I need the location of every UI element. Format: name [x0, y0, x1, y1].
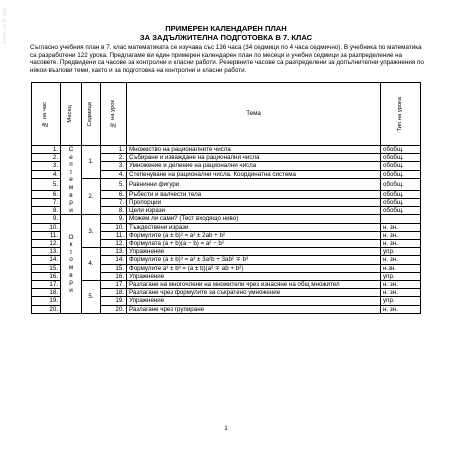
header-hour-number: № на час	[32, 83, 61, 146]
header-topic: Тема	[127, 83, 381, 146]
table-row: 19. 19. Упражнение упр.	[32, 297, 421, 305]
table-row: 12. 12. Формулата (a + b)(a − b) = a² − b² н. зн.	[32, 239, 421, 247]
table-row: 6. 6. Ръбести и валчести тела обобщ.	[32, 190, 421, 198]
table-row: 1. С е п т е м в р и 1. 1. Множество на рационалните числа обобщ.	[32, 146, 421, 154]
table-row: 8. 8. Цели изрази обобщ.	[32, 207, 421, 215]
week-cell: 4.	[82, 248, 101, 281]
header-lesson-number: № на урок	[101, 83, 127, 146]
table-row: 14. 14. Формулите (a ± b)³ = a³ ± 3a²b + 3ab² ∓ b³ н. зн.	[32, 256, 421, 264]
table-row: 4. 4. Степенуване на рационални числа. Координатна система обобщ.	[32, 170, 421, 178]
table-row: 18. 18. Разлагане чрез формулите за съкратено умножение н. зн.	[32, 289, 421, 297]
table-row: 11. 11. Формулите (a ± b)² = a² ± 2ab + b² н. зн.	[32, 231, 421, 239]
week-cell: 1.	[82, 146, 101, 179]
table-row: 20. 20. Разлагане чрез групиране н. зн.	[32, 305, 421, 313]
table-row: 15. 15. Формулите a³ ± b³ = (a ± b)(a² ∓ ab + b²) н.зн.	[32, 264, 421, 272]
intro-paragraph: Съгласно учебния план в 7. клас математиката се изучава със 136 часа (34 седмици по 4 часа седмично). В учебника по математика са разработени 122 урока. Предлагаме ви един примерен календарен план по месеци и учебни седмици за разпределение на часовете. Предвидени са часове за контролни и класни работи. Резервните часове са разпределени за допълнителни упражнения по някои възлови теми, както и за подготовка на контролни и класни работи.	[30, 44, 424, 74]
table-row: 10. 10. Тъждествени изрази н. зн.	[32, 223, 421, 231]
header-lesson-type: Тип на урока	[381, 83, 421, 146]
month-september: С е п т е м в р и	[61, 146, 82, 215]
table-row: 9. О к т о м в р и 3. 9. Можем ли сами? (Тест входящо ниво)	[32, 215, 421, 223]
watermark: www.stlib.net	[2, 8, 8, 44]
document-subtitle: ЗА ЗАДЪЛЖИТЕЛНА ПОДГОТОВКА В 7. КЛАС	[139, 33, 313, 42]
page-number: 1	[224, 426, 228, 432]
table-header-row	[32, 83, 421, 146]
week-cell: 5.	[82, 280, 101, 313]
table-row: 7. 7. Пропорции обобщ.	[32, 198, 421, 206]
table-row: 17. 5. 17. Разлагане на многочлени на множители чрез изнасяне на общ множител н. зн.	[32, 280, 421, 288]
table-row: 16. 16. Упражнение упр.	[32, 272, 421, 280]
table-row: 5. 2. 5. Равнинни фигури обобщ.	[32, 178, 421, 190]
week-cell: 2.	[82, 178, 101, 215]
table-row: 2. 2. Събиране и изваждане на рационални числа обобщ.	[32, 154, 421, 162]
week-cell: 3.	[82, 215, 101, 248]
table-row: 3. 3. Умножение и деление на рационални числа обобщ.	[32, 162, 421, 170]
table-row: 13. 4. 13. Упражнение упр.	[32, 248, 421, 256]
calendar-plan-table	[31, 82, 421, 314]
header-month: Месец	[61, 83, 82, 146]
month-october: О к т о м в р и	[61, 215, 82, 313]
document-title: ПРИМЕРЕН КАЛЕНДАРЕН ПЛАН	[165, 24, 287, 33]
header-week: Седмица	[82, 83, 101, 146]
